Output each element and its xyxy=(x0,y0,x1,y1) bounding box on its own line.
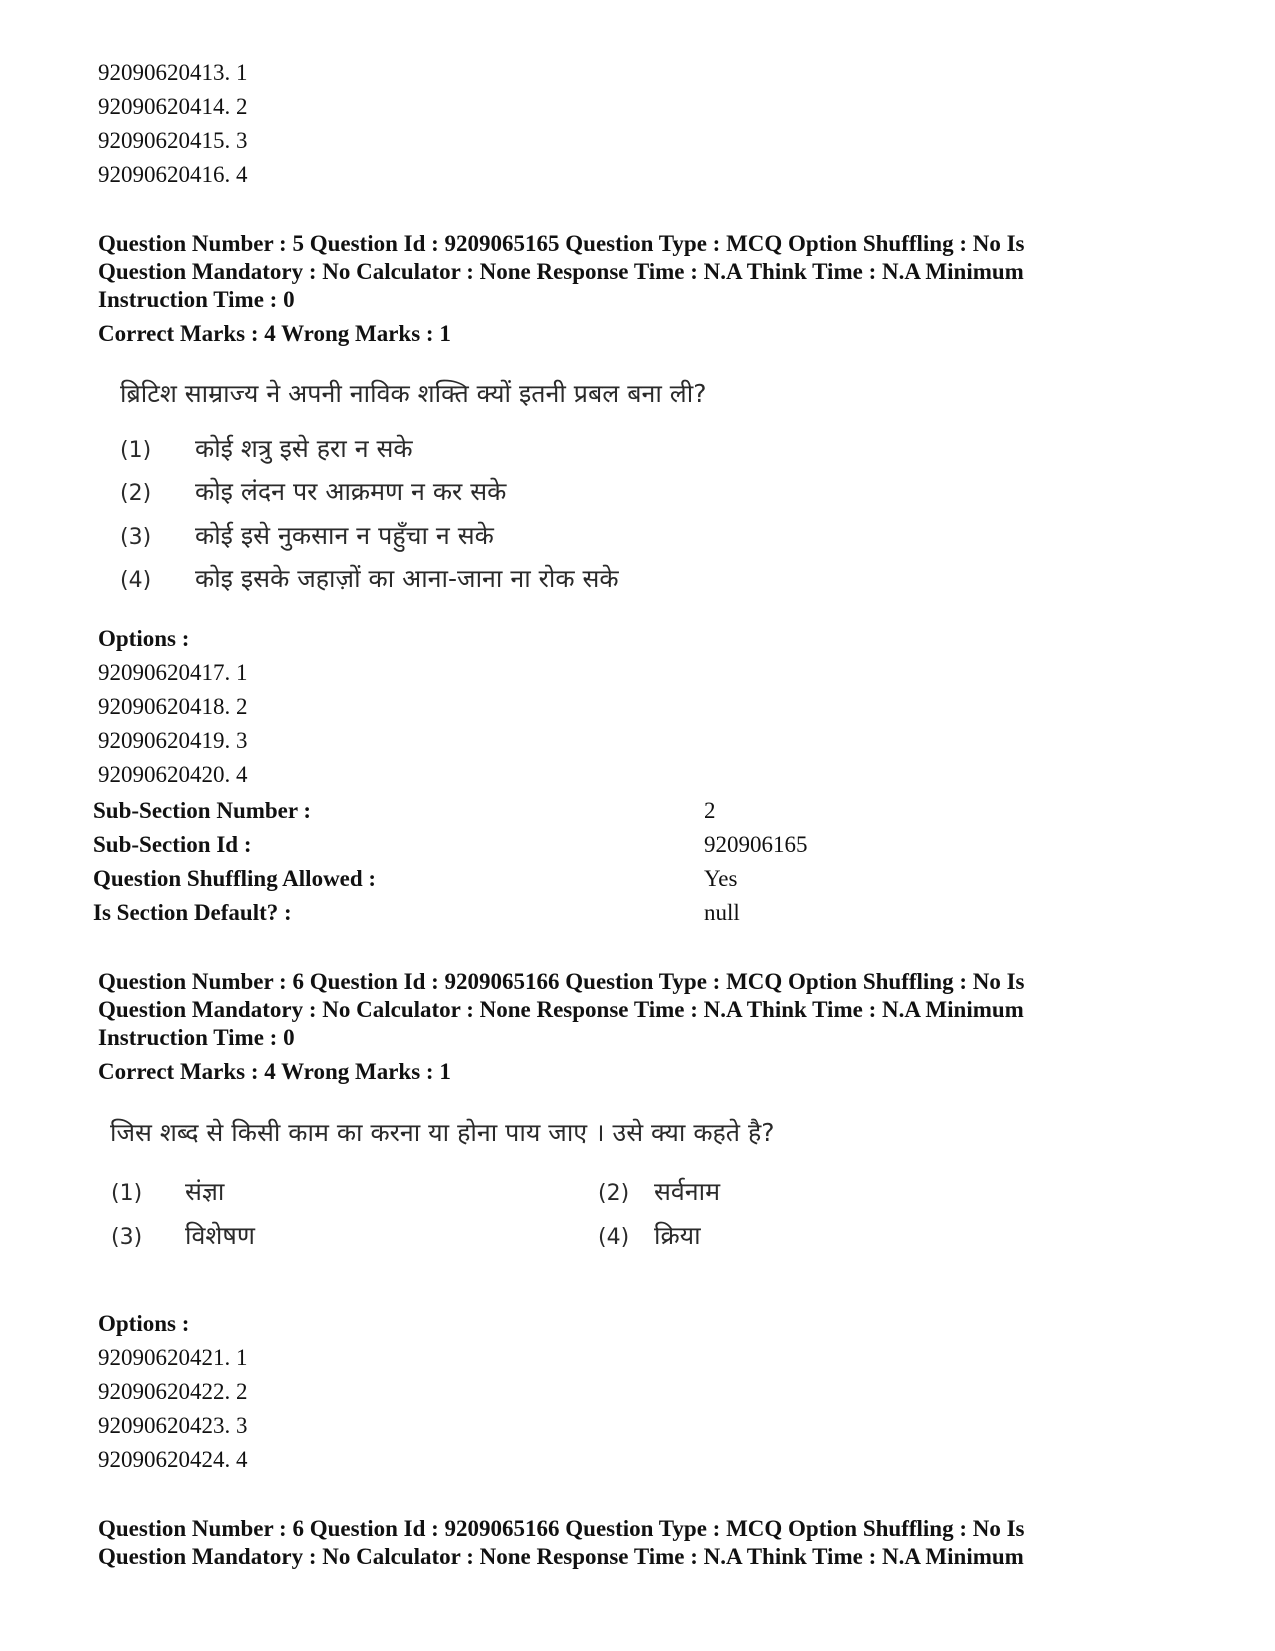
choice-number: (1) xyxy=(120,438,152,463)
option-line: 92090620423. 3 xyxy=(98,1413,248,1438)
marks-line: Correct Marks : 4 Wrong Marks : 1 xyxy=(98,321,451,346)
choice-number: (3) xyxy=(111,1225,143,1250)
option-line: 92090620415. 3 xyxy=(98,128,248,153)
choice-text: संज्ञा xyxy=(185,1177,225,1206)
choice-text: कोई शत्रु इसे हरा न सके xyxy=(195,434,413,463)
option-line: 92090620413. 1 xyxy=(98,60,248,85)
subsection-key: Sub-Section Id : xyxy=(93,832,252,857)
question-header-line: Question Number : 6 Question Id : 9209065166 Question Type : MCQ Option Shuffling : No Is xyxy=(98,969,1025,994)
question-header-line: Question Number : 5 Question Id : 9209065165 Question Type : MCQ Option Shuffling : No Is xyxy=(98,231,1025,256)
option-line: 92090620424. 4 xyxy=(98,1447,248,1472)
question-text: ब्रिटिश साम्राज्य ने अपनी नाविक शक्ति क्यों इतनी प्रबल बना ली? xyxy=(120,379,707,408)
choice-number: (2) xyxy=(598,1181,630,1206)
choice-text: विशेषण xyxy=(185,1221,255,1250)
subsection-value: 920906165 xyxy=(704,832,808,857)
subsection-key: Sub-Section Number : xyxy=(93,798,312,823)
choice-number: (4) xyxy=(120,568,152,593)
subsection-value: Yes xyxy=(704,866,738,891)
subsection-key: Question Shuffling Allowed : xyxy=(93,866,377,891)
choice-text: कोई इसे नुकसान न पहुँचा न सके xyxy=(195,521,494,550)
subsection-key: Is Section Default? : xyxy=(93,900,292,925)
option-line: 92090620417. 1 xyxy=(98,660,248,685)
choice-number: (3) xyxy=(120,525,152,550)
option-line: 92090620420. 4 xyxy=(98,762,248,787)
option-line: 92090620421. 1 xyxy=(98,1345,248,1370)
question-header-line: Question Mandatory : No Calculator : None Response Time : N.A Think Time : N.A Minimum xyxy=(98,1544,1024,1569)
choice-number: (1) xyxy=(111,1181,143,1206)
option-line: 92090620422. 2 xyxy=(98,1379,248,1404)
option-line: 92090620419. 3 xyxy=(98,728,248,753)
subsection-value: 2 xyxy=(704,798,716,823)
marks-line: Correct Marks : 4 Wrong Marks : 1 xyxy=(98,1059,451,1084)
question-header-line: Instruction Time : 0 xyxy=(98,287,295,312)
options-label: Options : xyxy=(98,1311,190,1336)
question-header-line: Instruction Time : 0 xyxy=(98,1025,295,1050)
choice-number: (4) xyxy=(598,1225,630,1250)
choice-text: क्रिया xyxy=(654,1221,701,1250)
option-line: 92090620414. 2 xyxy=(98,94,248,119)
question-header-line: Question Mandatory : No Calculator : None Response Time : N.A Think Time : N.A Minimum xyxy=(98,997,1024,1022)
subsection-value: null xyxy=(704,900,740,925)
question-text: जिस शब्द से किसी काम का करना या होना पाय जाए । उसे क्या कहते है? xyxy=(110,1118,775,1147)
choice-number: (2) xyxy=(120,481,152,506)
option-line: 92090620416. 4 xyxy=(98,162,248,187)
choice-text: कोइ लंदन पर आक्रमण न कर सके xyxy=(195,477,507,506)
question-header-line: Question Mandatory : No Calculator : None Response Time : N.A Think Time : N.A Minimum xyxy=(98,259,1024,284)
choice-text: कोइ इसके जहाज़ों का आना-जाना ना रोक सके xyxy=(195,564,619,593)
options-label: Options : xyxy=(98,626,190,651)
question-header-line: Question Number : 6 Question Id : 9209065166 Question Type : MCQ Option Shuffling : No Is xyxy=(98,1516,1025,1541)
option-line: 92090620418. 2 xyxy=(98,694,248,719)
choice-text: सर्वनाम xyxy=(654,1177,721,1206)
